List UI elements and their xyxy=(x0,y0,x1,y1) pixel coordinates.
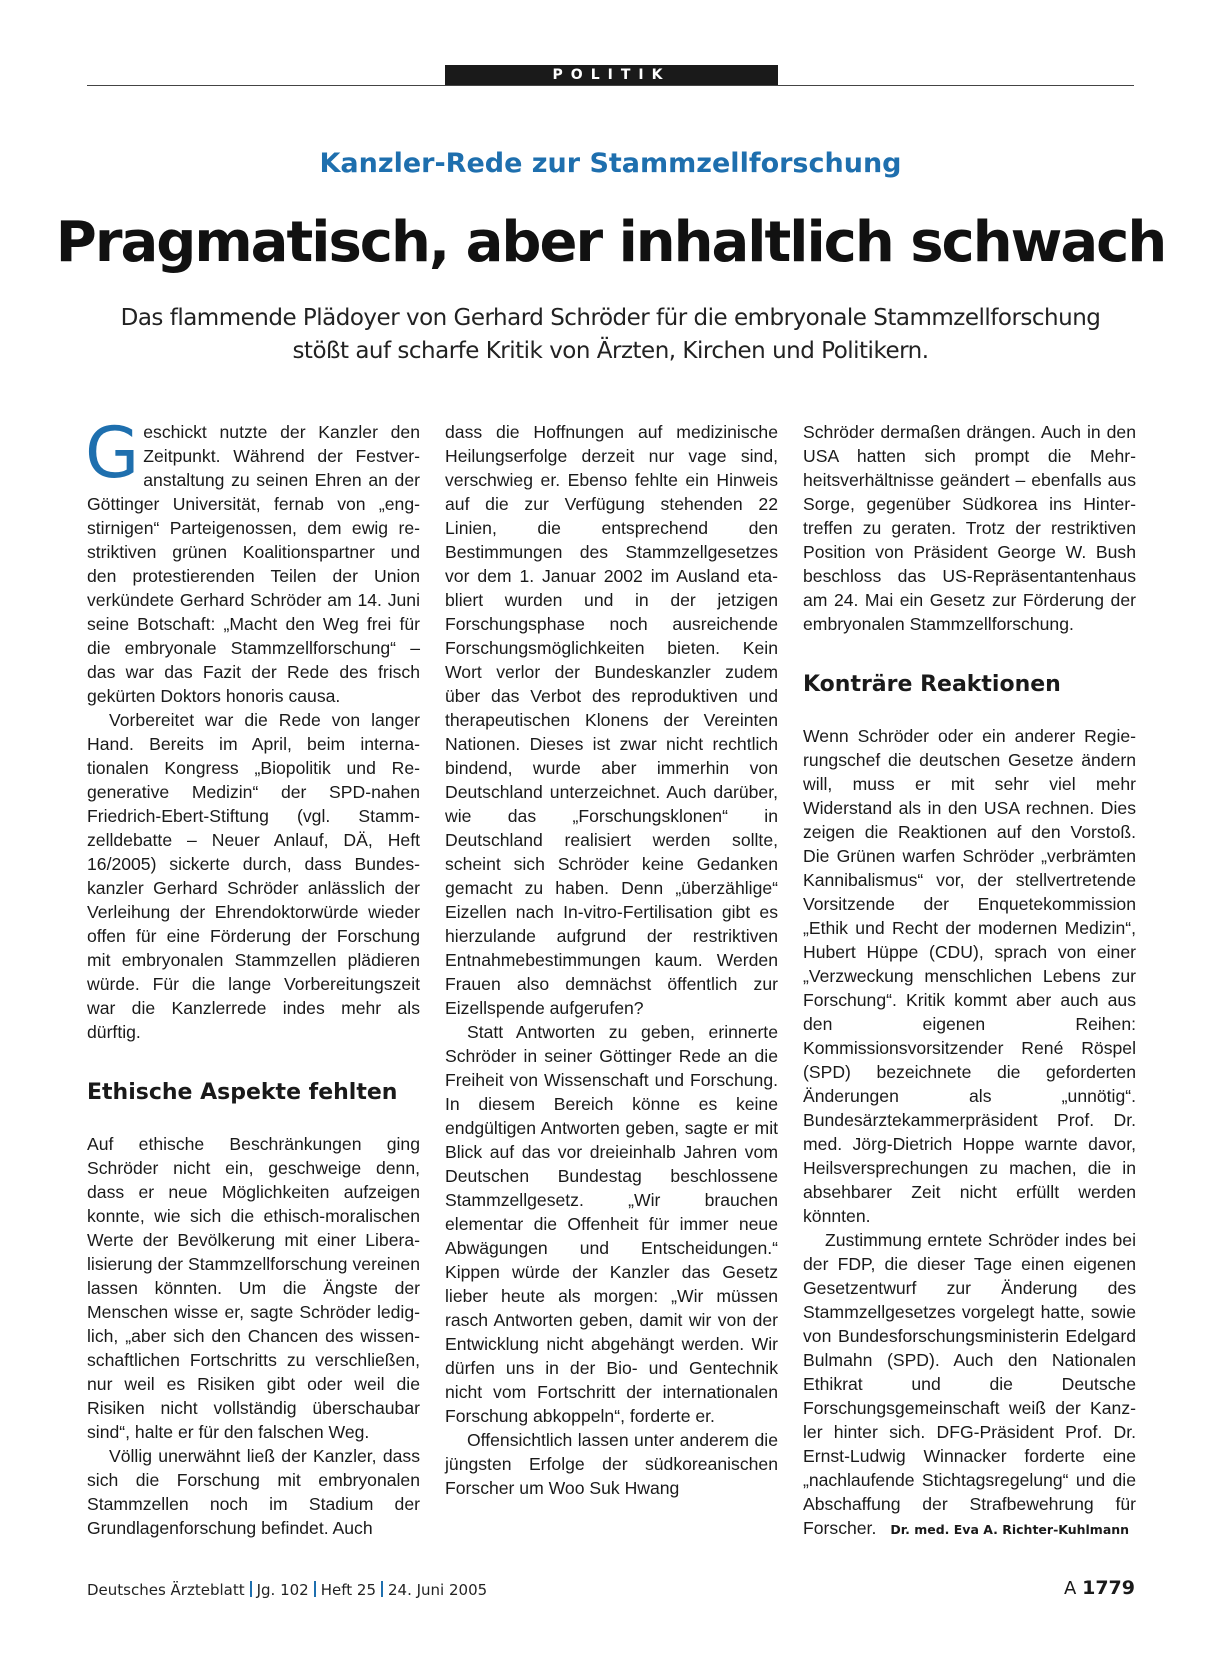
article-subhead: Das flammende Plädoyer von Gerhard Schröder für die embryonale Stammzellforschung stößt auf scharfe Kritik von Ärzten, Kirchen und Politikern. xyxy=(120,305,1101,364)
top-rule xyxy=(87,85,1134,86)
paragraph: Offensichtlich lassen unter anderem die jüngsten Erfolge der südkoreanischen Forscher um Woo Suk Hwang xyxy=(445,1430,778,1498)
column-2 xyxy=(445,420,778,1500)
drop-cap: G xyxy=(85,412,140,494)
footer-separator xyxy=(381,1581,383,1597)
paragraph xyxy=(803,1228,1136,1542)
paragraph: Vorbereitet war die Rede von langer Hand. Bereits im April, beim internationalen Kongress „Biopolitik und Regenerative Medizin“ der SPD-nahen Friedrich-Ebert-Stiftung (vgl. Stammzelldebatte – Neuer Anlauf, DÄ, Heft 16/2005) sickerte durch, dass Bundeskanzler Gerhard Schröder anlässlich der Verleihung der Ehrendoktorwürde wieder offen für eine Förderung der Forschung mit embryonalen Stammzellen plädieren würde. Für die lange Vorbereitungszeit war die Kanzlerrede indes mehr als dürftig. xyxy=(87,710,420,1042)
journal-name: Deutsches Ärzteblatt xyxy=(87,1581,245,1599)
paragraph-text: Zustimmung erntete Schröder indes bei der FDP, die dieser Tage einen eigenen Gesetzentwurf zur Änderung des Stammzellgesetzes vorgelegt hatte, sowie von Bundesforschungsministerin Edelgard Bulmahn (SPD). Auch den Nationalen Ethikrat und die Deutsche Forschungsgemeinschaft weiß der Kanzler hinter sich. DFG-Präsident Prof. Dr. Ernst-Ludwig Winnacker forderte eine „nachlaufende Stichtagsregelung“ und die Abschaffung der Strafbewehrung für Forscher. xyxy=(803,1230,1136,1538)
journal-issue: Heft 25 xyxy=(320,1581,376,1599)
paragraph: Völlig unerwähnt ließ der Kanzler, dass sich die Forschung mit embryonalen Stammzellen noch im Stadium der Grundlagenforschung befindet. Auch xyxy=(87,1446,420,1538)
footer-separator xyxy=(250,1581,252,1597)
page-prefix: A xyxy=(1064,1578,1077,1599)
journal-volume: Jg. 102 xyxy=(256,1581,309,1599)
paragraph xyxy=(85,412,420,708)
article-headline: Pragmatisch, aber inhaltlich schwach xyxy=(55,210,1166,275)
footer-separator xyxy=(314,1581,316,1597)
paragraph: Auf ethische Beschränkungen ging Schröder nicht ein, geschweige denn, dass er neue Möglichkeiten aufzeigen konnte, wie sich die ethisch-moralischen Werte der Bevölkerung mit einer Liberalisierung der Stammzellforschung vereinen lassen könnten. Um die Ängste der Menschen wisse er, sagte Schröder lediglich, „aber sich den Chancen des wissenschaftlichen Fortschritts zu verschließen, nur weil es Risiken gibt oder weil die Risiken nicht vollständig überschaubar sind“, halte er für den falschen Weg. xyxy=(87,1134,420,1442)
section-heading-reactions: Konträre Reaktionen xyxy=(803,672,1061,697)
section-label: POLITIK xyxy=(445,65,778,85)
paragraph-text: eschickt nutzte der Kanzler den Zeitpunkt. Während der Festveranstaltung zu seinen Ehren an der Göttinger Universität, fernab von „engstirnigen“ Parteigenossen, dem ewig restriktiven grünen Koalitionspartner und den protestierenden Teilen der Union verkündete Gerhard Schröder am 14. Juni seine Botschaft: „Macht den Weg frei für die embryonale Stammzellforschung“ – das war das Fazit der Rede des frisch gekürten Doktors honoris causa. xyxy=(87,422,420,706)
section-heading-ethics: Ethische Aspekte fehlten xyxy=(87,1080,398,1105)
column-1 xyxy=(85,412,420,1540)
column-3 xyxy=(803,420,1136,1542)
paragraph: dass die Hoffnungen auf medizinische Heilungserfolge derzeit nur vage sind, verschwieg er. Ebenso fehlte ein Hinweis auf die zur Verfügung stehenden 22 Linien, die entsprechend den Bestimmungen des Stammzellgesetzes vor dem 1. Januar 2002 im Ausland etabliert wurden und in der jetzigen Forschungsphase noch ausreichende Forschungsmöglichkeiten bieten. Kein Wort verlor der Bundeskanzler zudem über das Verbot des reproduktiven und therapeutischen Klonens der Vereinten Nationen. Dieses ist zwar nicht rechtlich bindend, wurde aber immerhin von Deutschland unterzeichnet. Auch darüber, wie das „Forschungsklonen“ in Deutschland realisiert werden sollte, scheint sich Schröder keine Gedanken gemacht zu haben. Denn „überzählige“ Eizellen nach In-vitro-Fertilisation gibt es hierzulande aufgrund der restriktiven Entnahmebestimmungen kaum. Werden Frauen also demnächst öffentlich zur Eizellspende aufgerufen? xyxy=(445,422,778,1018)
paragraph: Wenn Schröder oder ein anderer Regierungschef die deutschen Gesetze ändern will, muss er mit sehr viel mehr Widerstand als in den USA rechnen. Dies zeigen die Reaktionen auf den Vorstoß. Die Grünen warfen Schröder „verbrämten Kannibalismus“ vor, der stellvertretende Vorsitzende der Enquetekommission „Ethik und Recht der modernen Medizin“, Hubert Hüppe (CDU), sprach von einer „Verzweckung menschlichen Lebens zur Forschung“. Kritik kommt aber auch aus den eigenen Reihen: Kommissionsvorsitzender René Röspel (SPD) bezeichnete die geforderten Änderungen als „unnötig“. Bundesärztekammerpräsident Prof. Dr. med. Jörg-Dietrich Hoppe warnte davor, Heilsversprechungen zu machen, die in absehbarer Zeit nicht erfüllt werden könnten. xyxy=(803,726,1136,1226)
journal-date: 24. Juni 2005 xyxy=(388,1581,488,1599)
article-kicker: Kanzler-Rede zur Stammzellforschung xyxy=(319,148,902,179)
author-byline: Dr. med. Eva A. Richter-Kuhlmann xyxy=(890,1522,1130,1537)
paragraph: Statt Antworten zu geben, erinnerte Schröder in seiner Göttinger Rede an die Freiheit von Wissenschaft und Forschung. In diesem Bereich könne es keine endgültigen Antworten geben, sagte er mit Blick auf das vor dreieinhalb Jahren vom Deutschen Bundestag beschlossene Stammzellgesetz. „Wir brauchen elementar die Offenheit für immer neue Abwägungen und Entscheidungen.“ Kippen würde der Kanzler das Gesetz lieber heute als morgen: „Wir müssen rasch Antworten geben, damit wir von der Entwicklung nicht abgehängt werden. Wir dürfen uns in der Bio- und Gentechnik nicht vom Fortschritt der internationalen Forschung abkoppeln“, forderte er. xyxy=(445,1022,778,1426)
page-footer xyxy=(87,1581,487,1599)
page-number-value: 1779 xyxy=(1082,1577,1135,1599)
page-number xyxy=(1064,1577,1135,1599)
paragraph: Schröder dermaßen drängen. Auch in den USA hatten sich prompt die Mehrheitsverhältnisse geändert – ebenfalls aus Sorge, gegenüber Südkorea ins Hintertreffen zu geraten. Trotz der restriktiven Position von Präsident George W. Bush beschloss das US-Repräsentantenhaus am 24. Mai ein Gesetz zur Förderung der embryonalen Stammzellforschung. xyxy=(803,422,1136,634)
